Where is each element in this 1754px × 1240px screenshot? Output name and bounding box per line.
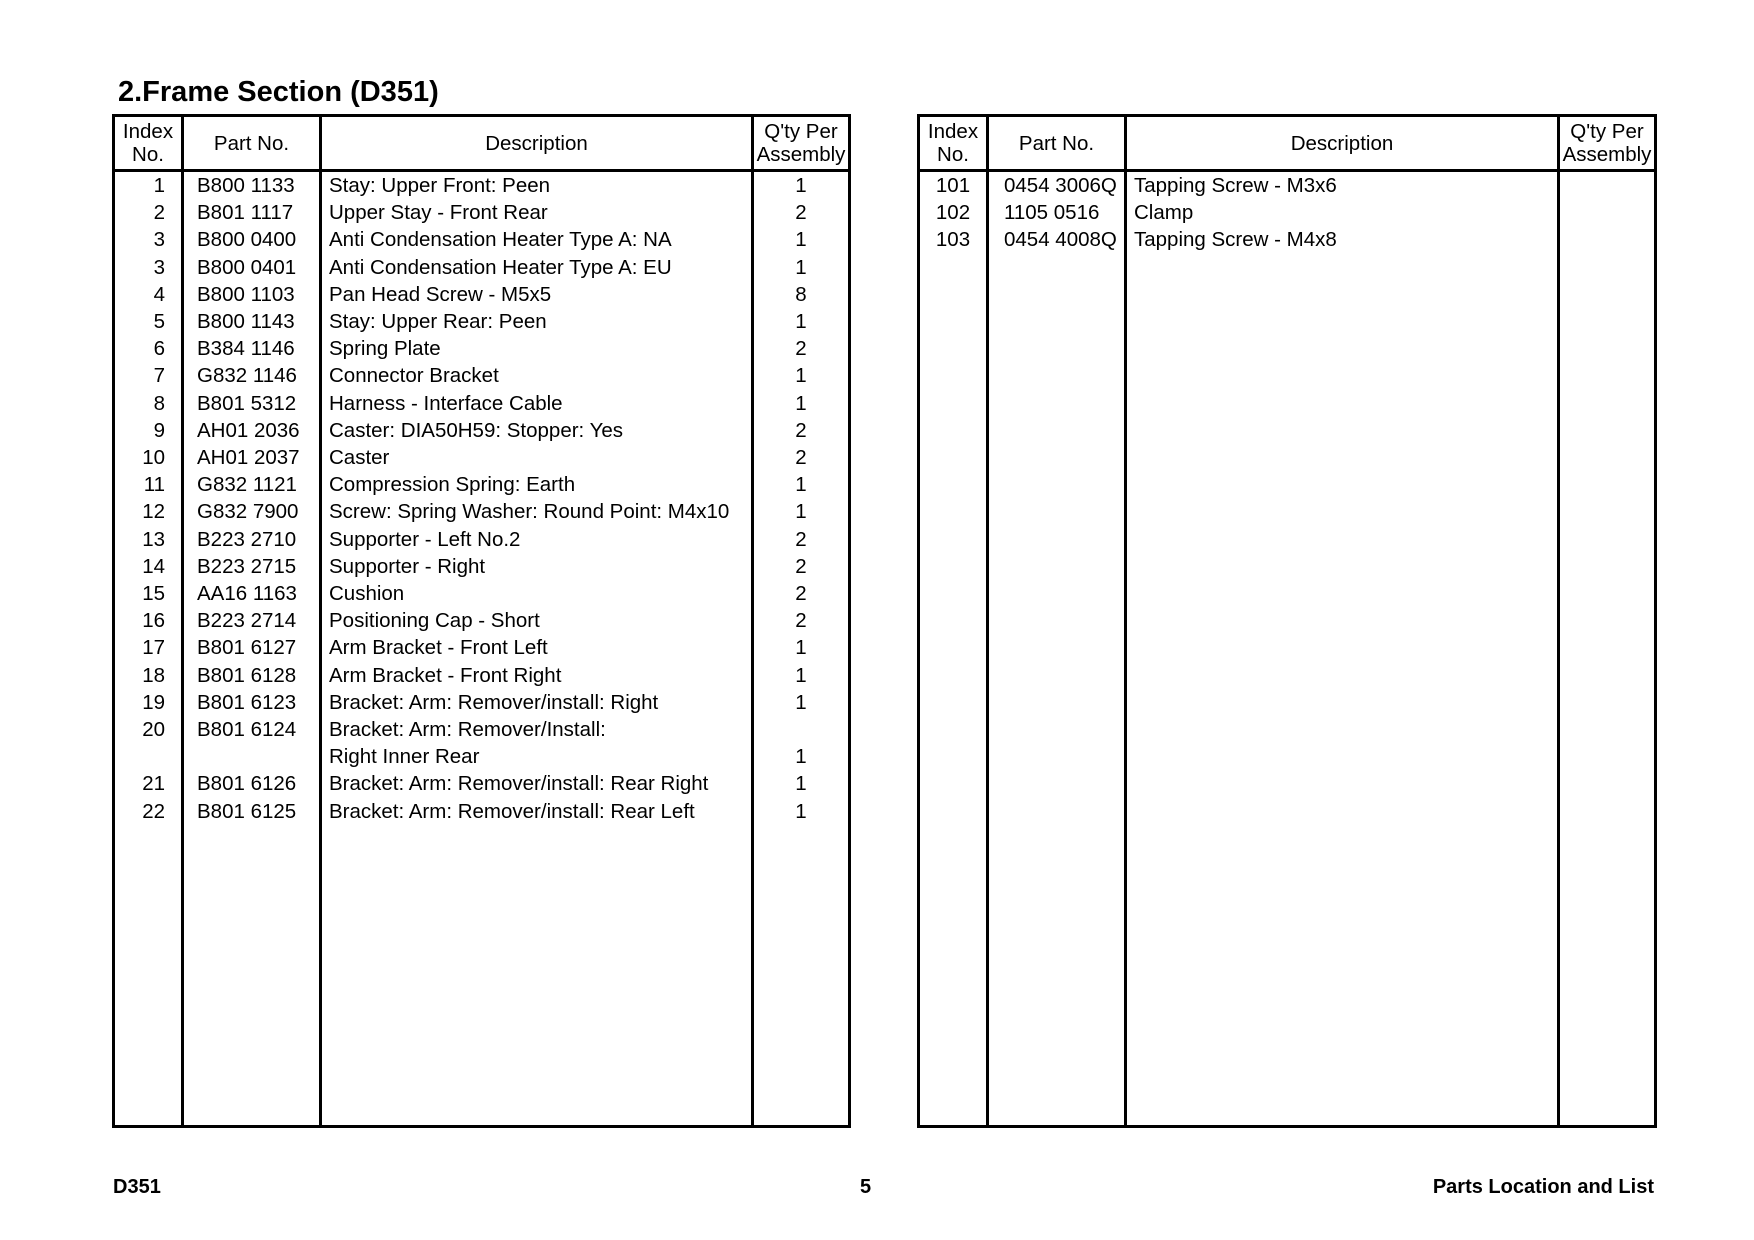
empty-cell — [753, 825, 850, 1127]
part-number-cell: B801 6126 — [183, 770, 321, 797]
index-cell: 8 — [114, 390, 183, 417]
table-row — [114, 662, 850, 689]
part-number-cell: AA16 1163 — [183, 580, 321, 607]
index-cell: 6 — [114, 335, 183, 362]
description-cell: Caster — [321, 444, 753, 471]
empty-cell — [919, 254, 988, 1127]
index-cell: 22 — [114, 798, 183, 825]
table-row — [114, 526, 850, 553]
quantity-cell: 2 — [753, 199, 850, 226]
description-cell: Arm Bracket - Front Left — [321, 634, 753, 661]
empty-cell — [321, 825, 753, 1127]
quantity-cell: 1 — [753, 226, 850, 253]
description-cell: Spring Plate — [321, 335, 753, 362]
part-number-cell: AH01 2037 — [183, 444, 321, 471]
description-cell: Upper Stay - Front Rear — [321, 199, 753, 226]
description-cell: Harness - Interface Cable — [321, 390, 753, 417]
part-number-cell — [183, 743, 321, 770]
part-number-cell: B801 6125 — [183, 798, 321, 825]
description-cell: Right Inner Rear — [321, 743, 753, 770]
index-cell: 17 — [114, 634, 183, 661]
part-number-cell: B800 1143 — [183, 308, 321, 335]
index-cell: 102 — [919, 199, 988, 226]
table-row — [114, 171, 850, 200]
empty-cell — [988, 254, 1126, 1127]
index-cell: 21 — [114, 770, 183, 797]
footer-model-code: D351 — [113, 1176, 161, 1198]
index-cell — [114, 743, 183, 770]
quantity-cell: 1 — [753, 662, 850, 689]
page-title: 2.Frame Section (D351) — [118, 76, 439, 108]
empty-filler-row — [919, 254, 1656, 1127]
column-header-description: Description — [321, 116, 753, 171]
description-cell: Stay: Upper Front: Peen — [321, 171, 753, 200]
quantity-cell: 1 — [753, 770, 850, 797]
quantity-cell: 2 — [753, 526, 850, 553]
table-row — [114, 254, 850, 281]
index-cell: 7 — [114, 362, 183, 389]
description-cell: Supporter - Right — [321, 553, 753, 580]
index-cell: 10 — [114, 444, 183, 471]
quantity-cell — [1559, 171, 1656, 200]
index-cell: 4 — [114, 281, 183, 308]
column-header-part-no: Part No. — [183, 116, 321, 171]
table-row — [114, 607, 850, 634]
table-row — [114, 580, 850, 607]
index-cell: 3 — [114, 226, 183, 253]
part-number-cell: B801 6128 — [183, 662, 321, 689]
table-row — [114, 498, 850, 525]
part-number-cell: B223 2710 — [183, 526, 321, 553]
quantity-cell: 2 — [753, 335, 850, 362]
description-cell: Tapping Screw - M3x6 — [1126, 171, 1559, 200]
table-row — [114, 308, 850, 335]
index-cell: 1 — [114, 171, 183, 200]
table-row — [114, 417, 850, 444]
table-row — [114, 716, 850, 743]
table-header-row — [114, 116, 850, 171]
table-row — [114, 362, 850, 389]
table-row — [919, 226, 1656, 253]
quantity-cell: 2 — [753, 417, 850, 444]
quantity-cell: 2 — [753, 607, 850, 634]
part-number-cell: B384 1146 — [183, 335, 321, 362]
empty-cell — [1559, 254, 1656, 1127]
table-row — [919, 199, 1656, 226]
part-number-cell: 1105 0516 — [988, 199, 1126, 226]
quantity-cell: 1 — [753, 471, 850, 498]
quantity-cell — [753, 716, 850, 743]
description-cell: Bracket: Arm: Remover/install: Rear Left — [321, 798, 753, 825]
quantity-cell: 1 — [753, 171, 850, 200]
table-row — [114, 770, 850, 797]
index-cell: 101 — [919, 171, 988, 200]
table-row — [114, 444, 850, 471]
description-cell: Anti Condensation Heater Type A: EU — [321, 254, 753, 281]
index-cell: 15 — [114, 580, 183, 607]
part-number-cell: B801 6124 — [183, 716, 321, 743]
empty-cell — [1126, 254, 1559, 1127]
table-header-row — [919, 116, 1656, 171]
description-cell: Anti Condensation Heater Type A: NA — [321, 226, 753, 253]
index-cell: 18 — [114, 662, 183, 689]
description-cell: Screw: Spring Washer: Round Point: M4x10 — [321, 498, 753, 525]
quantity-cell — [1559, 226, 1656, 253]
empty-cell — [183, 825, 321, 1127]
quantity-cell: 2 — [753, 553, 850, 580]
footer-section-title: Parts Location and List — [1432, 1176, 1654, 1198]
quantity-cell: 2 — [753, 580, 850, 607]
table-row — [114, 335, 850, 362]
part-number-cell: B223 2715 — [183, 553, 321, 580]
quantity-cell: 1 — [753, 634, 850, 661]
table-row — [114, 553, 850, 580]
table-row — [114, 199, 850, 226]
part-number-cell: B801 6127 — [183, 634, 321, 661]
quantity-cell: 2 — [753, 444, 850, 471]
description-cell: Connector Bracket — [321, 362, 753, 389]
quantity-cell: 1 — [753, 743, 850, 770]
description-cell: Cushion — [321, 580, 753, 607]
description-cell: Supporter - Left No.2 — [321, 526, 753, 553]
part-number-cell: 0454 4008Q — [988, 226, 1126, 253]
parts-rows-left — [114, 171, 850, 1127]
table-row — [114, 743, 850, 770]
part-number-cell: B223 2714 — [183, 607, 321, 634]
description-cell: Clamp — [1126, 199, 1559, 226]
table-row — [114, 634, 850, 661]
part-number-cell: B801 1117 — [183, 199, 321, 226]
table-row — [114, 689, 850, 716]
part-number-cell: 0454 3006Q — [988, 171, 1126, 200]
index-cell: 2 — [114, 199, 183, 226]
table-row — [114, 226, 850, 253]
description-cell: Pan Head Screw - M5x5 — [321, 281, 753, 308]
description-cell: Bracket: Arm: Remover/Install: — [321, 716, 753, 743]
description-cell: Arm Bracket - Front Right — [321, 662, 753, 689]
quantity-cell: 1 — [753, 798, 850, 825]
part-number-cell: B800 1133 — [183, 171, 321, 200]
table-row — [114, 798, 850, 825]
column-header-qty: Q'ty Per Assembly — [753, 116, 850, 171]
part-number-cell: B801 5312 — [183, 390, 321, 417]
table-row — [919, 171, 1656, 200]
description-cell: Bracket: Arm: Remover/install: Rear Right — [321, 770, 753, 797]
column-header-index: Index No. — [114, 116, 183, 171]
quantity-cell — [1559, 199, 1656, 226]
parts-table-right — [917, 114, 1657, 1128]
column-header-index: Index No. — [919, 116, 988, 171]
index-cell: 14 — [114, 553, 183, 580]
index-cell: 19 — [114, 689, 183, 716]
column-header-qty: Q'ty Per Assembly — [1559, 116, 1656, 171]
description-cell: Tapping Screw - M4x8 — [1126, 226, 1559, 253]
index-cell: 103 — [919, 226, 988, 253]
column-header-description: Description — [1126, 116, 1559, 171]
table-row — [114, 390, 850, 417]
part-number-cell: B800 0401 — [183, 254, 321, 281]
index-cell: 16 — [114, 607, 183, 634]
index-cell: 9 — [114, 417, 183, 444]
empty-filler-row — [114, 825, 850, 1127]
description-cell: Caster: DIA50H59: Stopper: Yes — [321, 417, 753, 444]
empty-cell — [114, 825, 183, 1127]
table-row — [114, 471, 850, 498]
footer-page-number: 5 — [860, 1176, 872, 1198]
quantity-cell: 1 — [753, 308, 850, 335]
part-number-cell: G832 7900 — [183, 498, 321, 525]
index-cell: 20 — [114, 716, 183, 743]
column-header-part-no: Part No. — [988, 116, 1126, 171]
description-cell: Bracket: Arm: Remover/install: Right — [321, 689, 753, 716]
quantity-cell: 1 — [753, 390, 850, 417]
part-number-cell: B800 1103 — [183, 281, 321, 308]
table-row — [114, 281, 850, 308]
part-number-cell: G832 1146 — [183, 362, 321, 389]
index-cell: 12 — [114, 498, 183, 525]
part-number-cell: AH01 2036 — [183, 417, 321, 444]
index-cell: 11 — [114, 471, 183, 498]
description-cell: Compression Spring: Earth — [321, 471, 753, 498]
index-cell: 13 — [114, 526, 183, 553]
quantity-cell: 1 — [753, 689, 850, 716]
parts-rows-right — [919, 171, 1656, 1127]
index-cell: 5 — [114, 308, 183, 335]
quantity-cell: 1 — [753, 254, 850, 281]
part-number-cell: G832 1121 — [183, 471, 321, 498]
description-cell: Stay: Upper Rear: Peen — [321, 308, 753, 335]
part-number-cell: B800 0400 — [183, 226, 321, 253]
index-cell: 3 — [114, 254, 183, 281]
quantity-cell: 1 — [753, 498, 850, 525]
part-number-cell: B801 6123 — [183, 689, 321, 716]
quantity-cell: 1 — [753, 362, 850, 389]
description-cell: Positioning Cap - Short — [321, 607, 753, 634]
quantity-cell: 8 — [753, 281, 850, 308]
parts-table-left — [112, 114, 851, 1128]
